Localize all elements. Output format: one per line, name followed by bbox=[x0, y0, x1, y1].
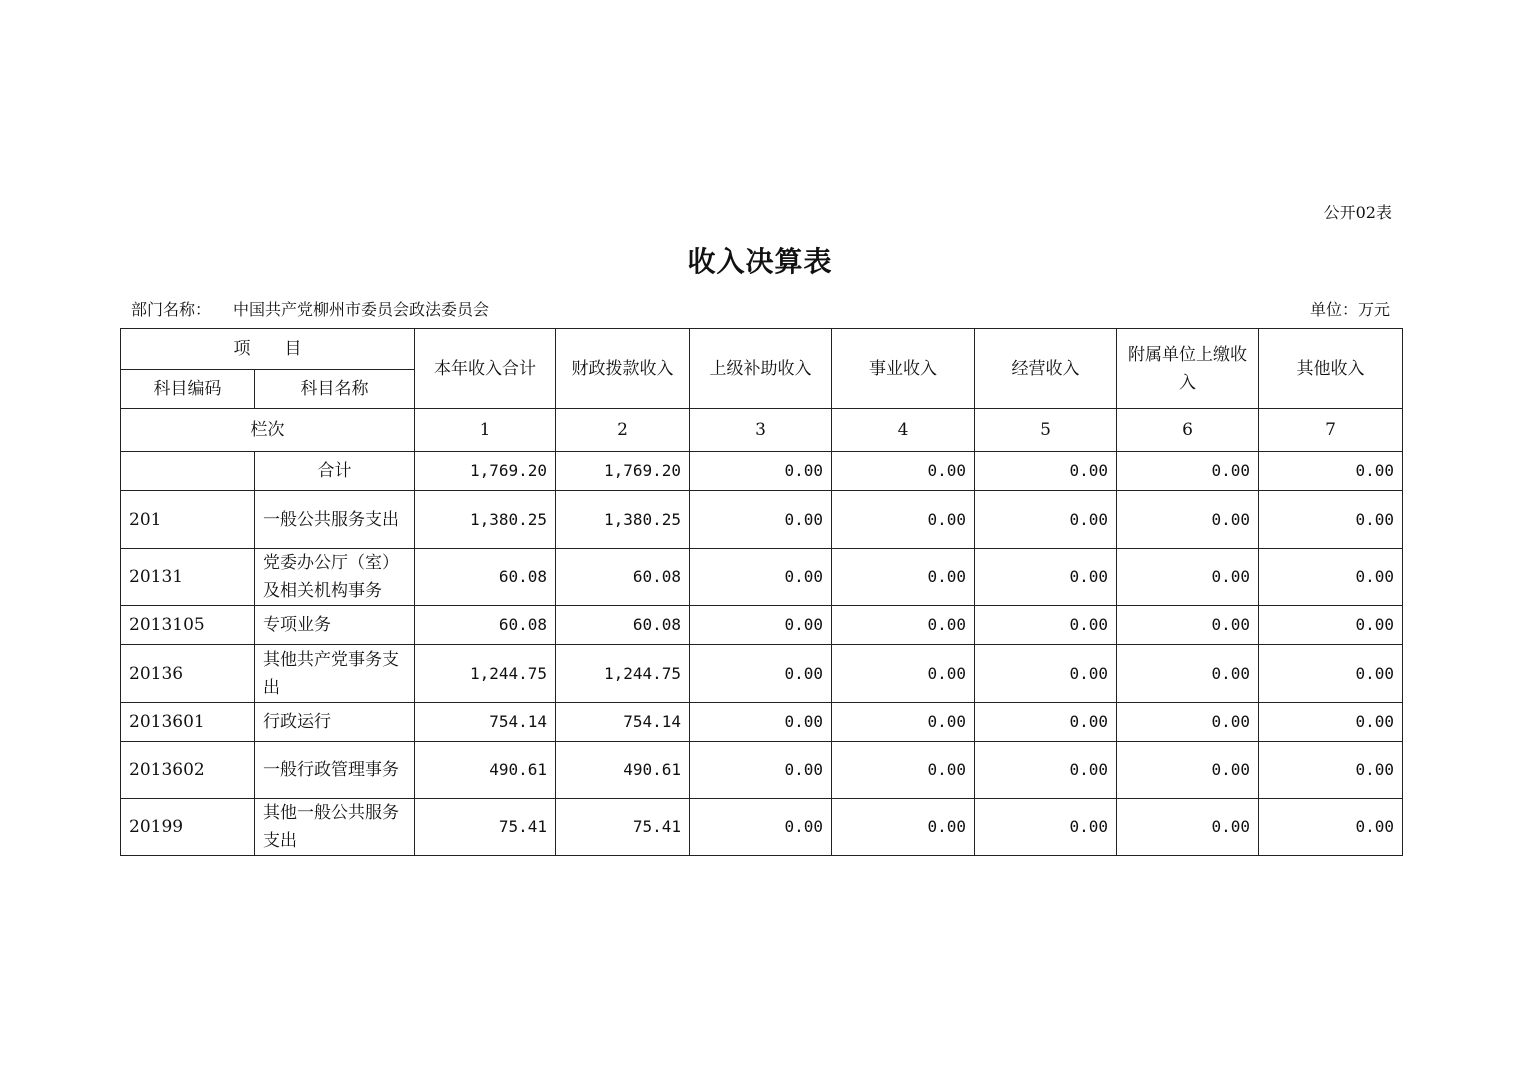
amount-cell: 0.00 bbox=[1117, 742, 1259, 799]
amount-cell: 1,244.75 bbox=[415, 645, 556, 703]
amount-cell: 0.00 bbox=[1117, 491, 1259, 549]
header-col-other: 其他收入 bbox=[1259, 329, 1403, 409]
subject-code: 201 bbox=[121, 491, 255, 549]
amount-cell: 0.00 bbox=[690, 742, 832, 799]
lanci-label: 栏次 bbox=[121, 409, 415, 452]
amount-cell: 60.08 bbox=[556, 549, 690, 606]
amount-cell: 0.00 bbox=[1259, 799, 1403, 856]
amount-cell: 0.00 bbox=[690, 799, 832, 856]
amount-cell: 0.00 bbox=[1259, 549, 1403, 606]
amount-cell: 0.00 bbox=[975, 549, 1117, 606]
amount-cell: 1,769.20 bbox=[556, 452, 690, 491]
subject-name: 行政运行 bbox=[255, 703, 415, 742]
subject-code: 2013601 bbox=[121, 703, 255, 742]
unit-label: 单位：万元 bbox=[1309, 300, 1390, 319]
table-row bbox=[121, 742, 1403, 799]
amount-cell: 0.00 bbox=[1117, 645, 1259, 703]
department-line bbox=[131, 297, 489, 320]
subject-code: 2013602 bbox=[121, 742, 255, 799]
subject-code: 2013105 bbox=[121, 606, 255, 645]
amount-cell: 0.00 bbox=[690, 491, 832, 549]
amount-cell: 0.00 bbox=[832, 549, 975, 606]
subject-name: 一般行政管理事务 bbox=[255, 742, 415, 799]
amount-cell: 0.00 bbox=[975, 452, 1117, 491]
amount-cell: 0.00 bbox=[975, 703, 1117, 742]
amount-cell: 754.14 bbox=[556, 703, 690, 742]
amount-cell: 0.00 bbox=[690, 703, 832, 742]
header-col-business: 事业收入 bbox=[832, 329, 975, 409]
amount-cell: 0.00 bbox=[832, 645, 975, 703]
subject-code: 20136 bbox=[121, 645, 255, 703]
col-number: 3 bbox=[690, 409, 832, 452]
amount-cell: 0.00 bbox=[1259, 452, 1403, 491]
header-row-top bbox=[121, 329, 1403, 370]
amount-cell: 0.00 bbox=[1117, 606, 1259, 645]
col-number: 5 bbox=[975, 409, 1117, 452]
header-item: 项 目 bbox=[121, 329, 415, 370]
amount-cell: 75.41 bbox=[415, 799, 556, 856]
amount-cell: 0.00 bbox=[832, 606, 975, 645]
subject-code: 20199 bbox=[121, 799, 255, 856]
table-row bbox=[121, 549, 1403, 606]
col-number: 6 bbox=[1117, 409, 1259, 452]
amount-cell: 754.14 bbox=[415, 703, 556, 742]
header-col-total: 本年收入合计 bbox=[415, 329, 556, 409]
amount-cell: 1,380.25 bbox=[415, 491, 556, 549]
amount-cell: 0.00 bbox=[1259, 703, 1403, 742]
amount-cell: 0.00 bbox=[975, 742, 1117, 799]
amount-cell: 0.00 bbox=[832, 491, 975, 549]
col-number: 1 bbox=[415, 409, 556, 452]
amount-cell: 0.00 bbox=[690, 452, 832, 491]
col-number: 4 bbox=[832, 409, 975, 452]
amount-cell: 0.00 bbox=[832, 742, 975, 799]
amount-cell: 0.00 bbox=[690, 549, 832, 606]
amount-cell: 1,769.20 bbox=[415, 452, 556, 491]
amount-cell: 0.00 bbox=[1259, 491, 1403, 549]
income-table bbox=[120, 328, 1403, 856]
subject-name: 一般公共服务支出 bbox=[255, 491, 415, 549]
header-col-affiliated: 附属单位上缴收入 bbox=[1117, 329, 1259, 409]
col-number: 7 bbox=[1259, 409, 1403, 452]
table-row bbox=[121, 703, 1403, 742]
subject-code: 20131 bbox=[121, 549, 255, 606]
subject-code bbox=[121, 452, 255, 491]
amount-cell: 0.00 bbox=[1117, 703, 1259, 742]
amount-cell: 1,380.25 bbox=[556, 491, 690, 549]
amount-cell: 0.00 bbox=[1117, 452, 1259, 491]
page-title: 收入决算表 bbox=[687, 245, 833, 278]
amount-cell: 0.00 bbox=[975, 606, 1117, 645]
amount-cell: 60.08 bbox=[556, 606, 690, 645]
table-row bbox=[121, 645, 1403, 703]
amount-cell: 0.00 bbox=[832, 703, 975, 742]
amount-cell: 0.00 bbox=[1259, 645, 1403, 703]
table-row bbox=[121, 452, 1403, 491]
amount-cell: 1,244.75 bbox=[556, 645, 690, 703]
subject-name: 党委办公厅（室）及相关机构事务 bbox=[255, 549, 415, 606]
department-name: 中国共产党柳州市委员会政法委员会 bbox=[233, 300, 490, 319]
amount-cell: 0.00 bbox=[1117, 799, 1259, 856]
header-name: 科目名称 bbox=[255, 370, 415, 409]
amount-cell: 0.00 bbox=[832, 452, 975, 491]
amount-cell: 0.00 bbox=[1259, 606, 1403, 645]
amount-cell: 0.00 bbox=[690, 645, 832, 703]
amount-cell: 0.00 bbox=[975, 799, 1117, 856]
header-col-fiscal: 财政拨款收入 bbox=[556, 329, 690, 409]
amount-cell: 0.00 bbox=[975, 645, 1117, 703]
header-col-superior: 上级补助收入 bbox=[690, 329, 832, 409]
subject-name: 其他一般公共服务支出 bbox=[255, 799, 415, 856]
subject-name: 专项业务 bbox=[255, 606, 415, 645]
header-col-operating: 经营收入 bbox=[975, 329, 1117, 409]
department-label: 部门名称： bbox=[131, 300, 212, 319]
amount-cell: 490.61 bbox=[415, 742, 556, 799]
subject-name: 合计 bbox=[255, 452, 415, 491]
amount-cell: 0.00 bbox=[1259, 742, 1403, 799]
amount-cell: 0.00 bbox=[1117, 549, 1259, 606]
amount-cell: 0.00 bbox=[690, 606, 832, 645]
amount-cell: 75.41 bbox=[556, 799, 690, 856]
column-number-row bbox=[121, 409, 1403, 452]
subject-name: 其他共产党事务支出 bbox=[255, 645, 415, 703]
table-row bbox=[121, 491, 1403, 549]
amount-cell: 60.08 bbox=[415, 549, 556, 606]
amount-cell: 60.08 bbox=[415, 606, 556, 645]
table-row bbox=[121, 799, 1403, 856]
header-code: 科目编码 bbox=[121, 370, 255, 409]
amount-cell: 490.61 bbox=[556, 742, 690, 799]
amount-cell: 0.00 bbox=[832, 799, 975, 856]
form-number: 公开02表 bbox=[1323, 203, 1392, 222]
amount-cell: 0.00 bbox=[975, 491, 1117, 549]
table-row bbox=[121, 606, 1403, 645]
col-number: 2 bbox=[556, 409, 690, 452]
